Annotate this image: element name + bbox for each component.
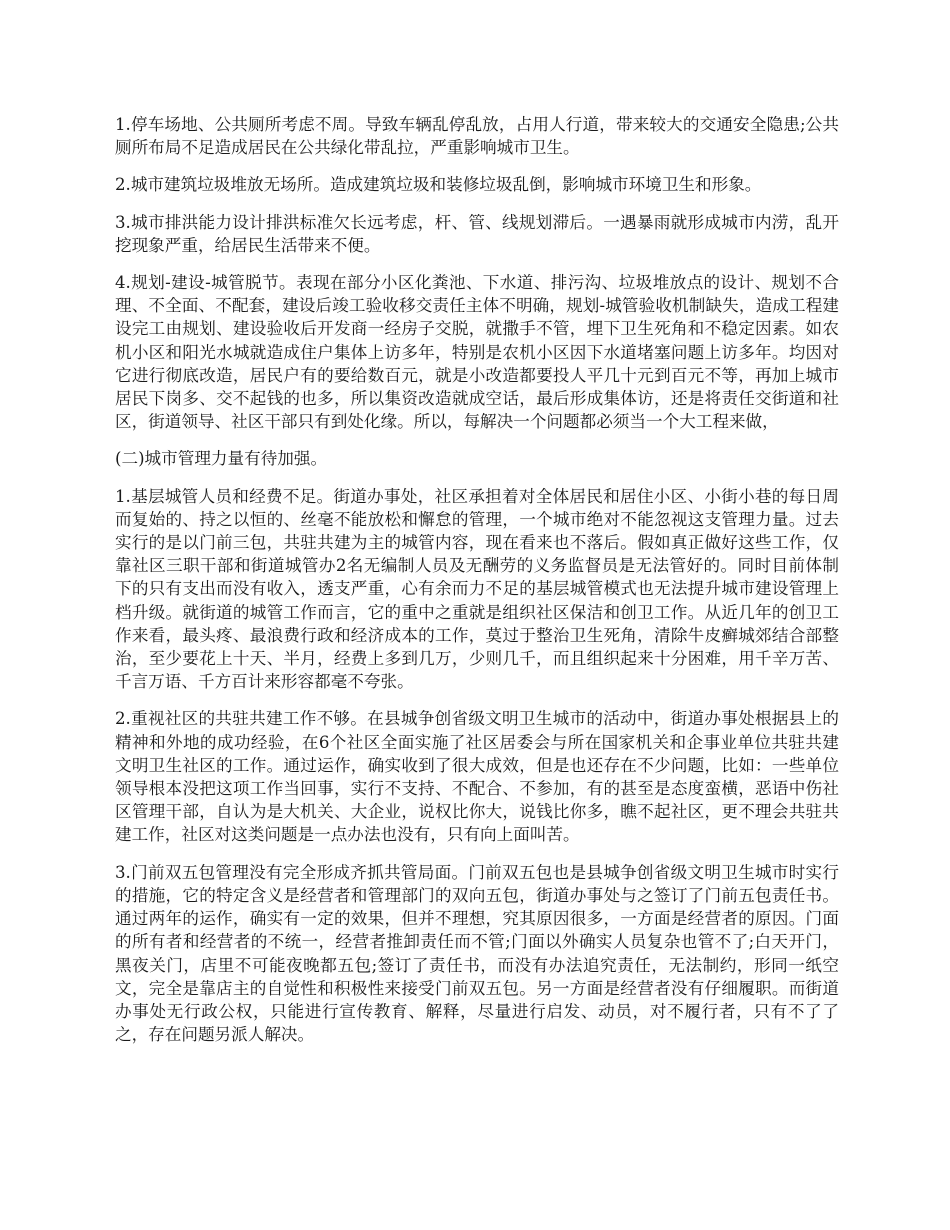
paragraph-staff-funding: 1.基层城管人员和经费不足。街道办事处，社区承担着对全体居民和居住小区、小街小巷的每日周而复始的、持之以恒的、丝毫不能放松和懈怠的管理，一个城市绝对不能忽视这支管理力量。过去实行的是以门前三包，共驻共建为主的城管内容，现在看来也不落后。假如真正做好这些工作，仅靠社区三职干部和街道城管办2名无编制人员及无酬劳的义务监督员是无法管好的。同时目前体制下的只有支出而没有收入，透支严重，心有余而力不足的基层城管模式也无法提升城市建设管理上档升级。就街道的城管工作而言，它的重中之重就是组织社区保洁和创卫工作。从近几年的创卫工作来看，最头疼、最浪费行政和经济成本的工作，莫过于整治卫生死角，清除牛皮癣城郊结合部整治，至少要花上十天、半月，经费上多到几万，少则几千，而且组织起来十分困难，用千辛万苦、千言万语、千方百计来形容都毫不夸张。 — [115, 486, 839, 692]
paragraph-community-cobuilding: 2.重视社区的共驻共建工作不够。在县城争创省级文明卫生城市的活动中，街道办事处根据县上的精神和外地的成功经验，在6个社区全面实施了社区居委会与所在国家机关和企事业单位共驻共建文明卫生社区的工作。通过运作，确实收到了很大成效，但是也还存在不少问题，比如：一些单位领导根本没把这项工作当回事，实行不支持、不配合、不参加，有的甚至是态度蛮横，恶语中伤社区管理干部，自认为是大机关、大企业，说权比你大，说钱比你多，瞧不起社区，更不理会共驻共建工作，社区对这类问题是一点办法也没有，只有向上面叫苦。 — [115, 709, 839, 845]
paragraph-planning-disconnect: 4.规划-建设-城管脱节。表现在部分小区化粪池、下水道、排污沟、垃圾堆放点的设计、规划不合理、不全面、不配套，建设后竣工验收移交责任主体不明确，规划-城管验收机制缺失，造成工程建设完工由规划、建设验收后开发商一经房子交脱，就撒手不管，埋下卫生死角和不稳定因素。如农机小区和阳光水城就造成住户集体上访多年，特别是农机小区因下水道堵塞问题上访多年。均因对它进行彻底改造，居民户有的要给数百元，就是小改造都要投人平几十元到百元不等，再加上城市居民下岗多、交不起钱的也多，所以集资改造就成空话，最后形成集体访，还是将责任交街道和社区，街道领导、社区干部只有到处化缘。所以，每解决一个问题都必须当一个大工程来做， — [115, 273, 839, 432]
section-heading-management-strength: (二)城市管理力量有待加强。 — [115, 449, 328, 469]
paragraph-storefront-responsibility: 3.门前双五包管理没有完全形成齐抓共管局面。门前双五包也是县城争创省级文明卫生城市时实行的措施，它的特定含义是经营者和管理部门的双向五包，街道办事处与之签订了门前五包责任书。通过两年的运作，确实有一定的效果，但并不理想，究其原因很多，一方面是经营者的原因。门面的所有者和经营者的不统一，经营者推卸责任而不管;门面以外确实人员复杂也管不了;白天开门，黑夜关门，店里不可能夜晚都五包;签订了责任书，而没有办法追究责任，无法制约，形同一纸空文，完全是靠店主的自觉性和积极性来接受门前双五包。另一方面是经营者没有仔细履职。而街道办事处无行政公权，只能进行宣传教育、解释，尽量进行启发、动员，对不履行者，只有不了了之，存在问题另派人解决。 — [115, 862, 839, 1045]
paragraph-parking-toilets: 1.停车场地、公共厕所考虑不周。导致车辆乱停乱放，占用人行道，带来较大的交通安全隐患;公共厕所布局不足造成居民在公共绿化带乱拉，严重影响城市卫生。 — [115, 115, 839, 158]
document-body — [115, 113, 839, 1060]
paragraph-flood-drainage: 3.城市排洪能力设计排洪标准欠长远考虑，杆、管、线规划滞后。一遇暴雨就形成城市内涝，乱开挖现象严重，给居民生活带来不便。 — [115, 212, 839, 255]
paragraph-construction-waste: 2.城市建筑垃圾堆放无场所。造成建筑垃圾和装修垃圾乱倒，影响城市环境卫生和形象。 — [115, 175, 762, 195]
